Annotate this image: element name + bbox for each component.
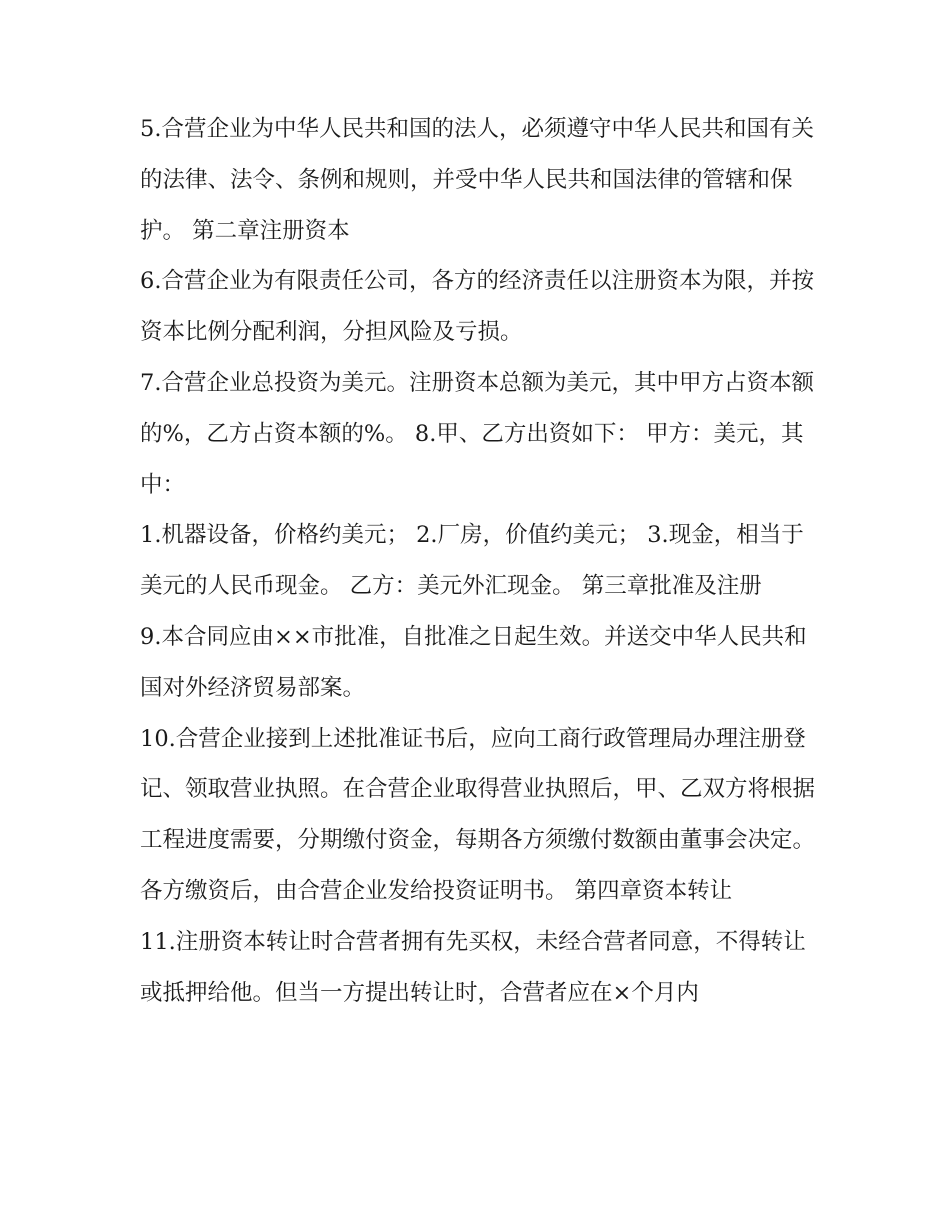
paragraph-article-9: 9.本合同应由××市批准，自批准之日起生效。并送交中华人民共和国对外经济贸易部案。: [140, 623, 807, 701]
paragraph-contributions: 1.机器设备，价格约美元； 2.厂房，价值约美元； 3.现金，相当于美元的人民币现金。 乙方：美元外汇现金。 第三章批准及注册: [140, 522, 804, 600]
paragraph-investment-certificate: 各方缴资后，由合营企业发给投资证明书。 第四章资本转让: [140, 877, 733, 904]
paragraph-article-5: 5.合营企业为中华人民共和国的法人，必须遵守中华人民共和国有关的法律、法令、条例和规则，并受中华人民共和国法律的管辖和保护。 第二章注册资本: [140, 116, 814, 244]
paragraph-article-6: 6.合营企业为有限责任公司，各方的经济责任以注册资本为限，并按资本比例分配利润，分担风险及亏损。: [140, 268, 814, 346]
paragraph-article-10: 10.合营企业接到上述批准证书后，应向工商行政管理局办理注册登记、领取营业执照。在合营企业取得营业执照后，甲、乙双方将根据工程进度需要，分期缴付资金，每期各方须缴付数额由董事会决定。: [140, 725, 816, 854]
paragraph-article-7-8: 7.合营企业总投资为美元。注册资本总额为美元，其中甲方占资本额的%，乙方占资本额的%。 8.甲、乙方出资如下： 甲方：美元，其中：: [140, 369, 814, 498]
paragraph-article-11: 11.注册资本转让时合营者拥有先买权，未经合营者同意，不得转让或抵押给他。但当一方提出转让时，合营者应在×个月内: [140, 928, 806, 1006]
contract-text: [140, 104, 820, 1018]
